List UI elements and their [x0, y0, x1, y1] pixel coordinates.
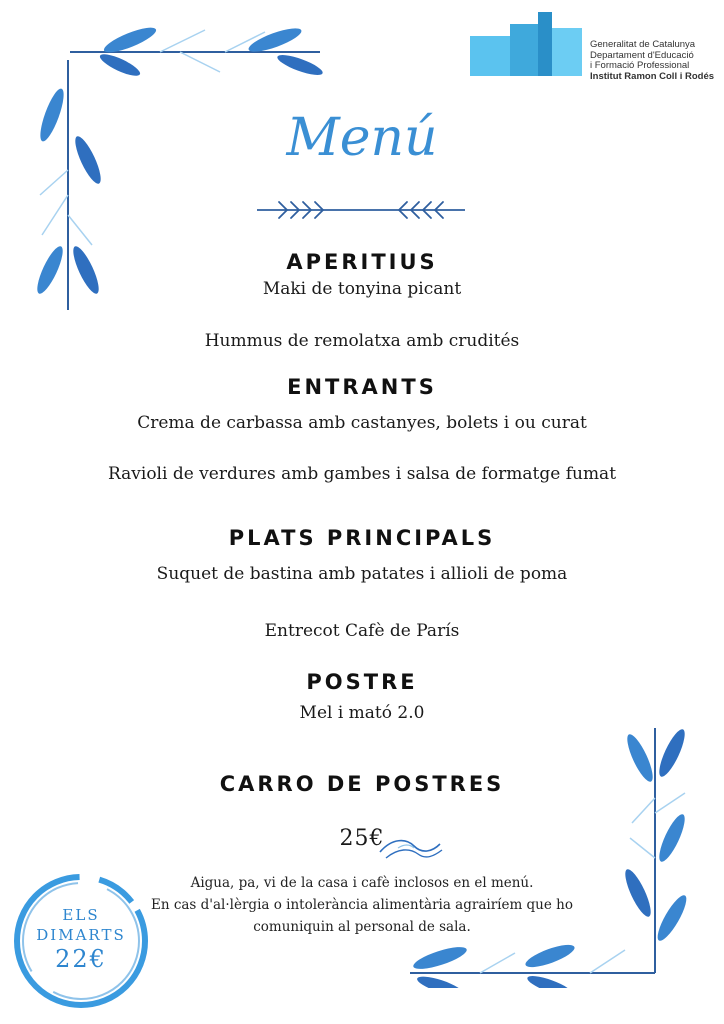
logo-line-3: i Formació Professional — [590, 60, 690, 71]
menu-item: Hummus de remolatxa amb crudités — [204, 331, 520, 351]
section-heading-postre: POSTRE — [306, 670, 418, 694]
menu-price: 25€ — [339, 826, 385, 851]
badge-line-2: DIMARTS — [36, 926, 126, 944]
logo-line-2: Departament d'Educació — [590, 49, 694, 61]
menu-item: Mel i mató 2.0 — [299, 703, 425, 723]
section-heading-plats-principals: PLATS PRINCIPALS — [228, 526, 496, 550]
note-line-3: comuniquin al personal de sala. — [253, 919, 471, 935]
arrow-ornament-divider — [255, 198, 467, 222]
badge-line-1: ELS — [62, 906, 100, 924]
menu-item: Entrecot Cafè de París — [264, 621, 460, 641]
menu-item: Suquet de bastina amb patates i allioli de poma — [156, 564, 568, 584]
institution-logo — [470, 10, 720, 80]
leaf-branch-bottom-right-decoration — [400, 718, 710, 988]
badge-price: 22€ — [55, 945, 107, 973]
section-heading-aperitius: APERITIUS — [286, 250, 438, 274]
logo-line-4: Institut Ramon Coll i Rodés — [590, 70, 715, 82]
note-line-1: Aigua, pa, vi de la casa i cafè inclosos en el menú. — [190, 875, 534, 891]
note-line-2: En cas d'al·lèrgia o intolerància alimentària agrairíem que ho — [150, 897, 573, 913]
leaf-branch-top-left-decoration — [30, 20, 330, 320]
menu-item: Maki de tonyina picant — [262, 279, 462, 299]
tuesday-badge — [8, 905, 154, 973]
section-heading-carro-de-postres: CARRO DE POSTRES — [219, 772, 505, 796]
logo-line-1: Generalitat de Catalunya — [590, 39, 696, 50]
logo-mark-icon — [470, 10, 585, 80]
menu-title: Menú — [286, 108, 438, 168]
menu-item: Crema de carbassa amb castanyes, bolets i ou curat — [137, 413, 587, 433]
menu-item: Ravioli de verdures amb gambes i salsa de formatge fumat — [107, 464, 617, 484]
section-heading-entrants: ENTRANTS — [287, 375, 437, 399]
